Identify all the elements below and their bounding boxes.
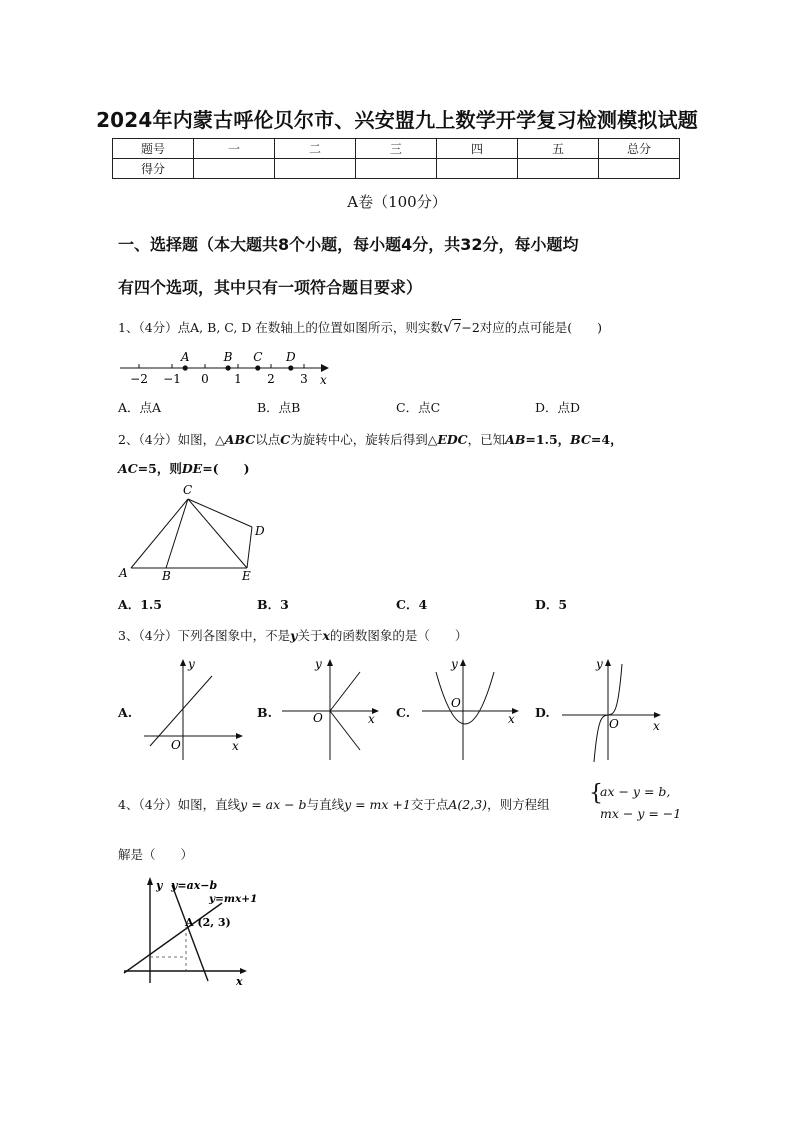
origin-label: O <box>313 711 323 725</box>
y-axis-arrow <box>327 659 333 666</box>
number-line-arrow <box>321 364 329 372</box>
number-line-point-d <box>288 365 293 370</box>
q2-text: 为旋转中心，旋转后得到 <box>290 432 428 447</box>
x-label: x <box>508 712 515 726</box>
score-table-header-row <box>113 139 680 159</box>
q4-text: 交于点 <box>410 797 449 812</box>
section1-heading-line1: 一、选择题（本大题共8个小题，每小题4分，共32分，每小题均 <box>118 235 579 254</box>
q1-option-d[interactable]: D．点D <box>535 400 581 415</box>
q2-text: ，已知 <box>467 432 506 447</box>
point-c-label: C <box>183 483 193 497</box>
point-e-label: E <box>242 569 251 583</box>
segment-de <box>247 527 252 568</box>
q2-option-a[interactable]: A．1.5 <box>118 597 162 612</box>
y-label: y <box>315 657 322 671</box>
q2-text: 以点 <box>255 432 281 447</box>
point-a-label: A <box>119 566 128 580</box>
point-d-label: D <box>255 524 265 538</box>
q4-point: A(2,3) <box>448 797 488 812</box>
line-mx-plus-1 <box>124 903 222 973</box>
score-cell <box>194 159 275 179</box>
origin-label: O <box>609 717 619 731</box>
score-table-header-cell: 题号 <box>113 139 194 159</box>
line2-label: y=mx+1 <box>209 893 258 905</box>
q3-option-d-label[interactable]: D. <box>535 705 550 720</box>
q4-line1-eq: y = ax − b <box>240 797 307 812</box>
q2-center: C <box>280 432 291 447</box>
number-line-ticks <box>130 364 308 386</box>
q2-text: 2、（4分）如图， <box>118 432 216 447</box>
q2-triangle-abc: △ABC <box>215 432 256 447</box>
score-table-header-cell: 一 <box>194 139 275 159</box>
q4-text: 4、（4分）如图，直线 <box>118 797 241 812</box>
score-cell <box>356 159 437 179</box>
q2-ac-value: =5，则 <box>137 461 182 476</box>
q1-option-c[interactable]: C．点C <box>396 400 441 415</box>
q4-system-brace: { <box>589 781 603 806</box>
number-line-point-label: D <box>285 350 296 364</box>
number-line-point-b <box>226 365 231 370</box>
y-label: y <box>596 657 603 671</box>
q3-text: 关于 <box>297 628 323 643</box>
number-line-tick-label: 1 <box>234 372 242 386</box>
line-ax-minus-b <box>172 885 208 981</box>
question-4-line1 <box>118 795 550 813</box>
q2-option-d[interactable]: D．5 <box>535 597 568 612</box>
number-line-point-a <box>183 365 188 370</box>
score-cell <box>599 159 680 179</box>
y-axis-arrow <box>460 659 466 666</box>
origin-label: O <box>171 738 181 752</box>
x-label: x <box>232 739 239 753</box>
q2-ac: AC <box>118 461 138 476</box>
score-table <box>112 138 680 179</box>
q3-option-b-label[interactable]: B. <box>257 705 272 720</box>
q3-text: 3、（4分）下列各图象中，不是 <box>118 628 291 643</box>
number-line-tick-label: 2 <box>267 372 275 386</box>
y-label: y <box>156 879 163 892</box>
q4-line2-eq: y = mx +1 <box>344 797 411 812</box>
score-table-header-cell: 总分 <box>599 139 680 159</box>
q3-var-y: y <box>290 628 298 643</box>
q2-option-c[interactable]: C．4 <box>396 597 428 612</box>
q4-eq1: ax − y = b, <box>600 784 671 799</box>
number-line-point-label: C <box>253 350 263 364</box>
point-a-label: A (2, 3) <box>185 916 231 929</box>
q4-eq2: mx − y = −1 <box>600 806 682 821</box>
q2-de-value: =( ) <box>202 461 250 476</box>
question-1-text <box>118 318 602 336</box>
x-axis-arrow <box>654 712 661 718</box>
x-axis-arrow <box>240 968 247 974</box>
graph-parabola <box>436 672 494 724</box>
score-cell <box>518 159 599 179</box>
q4-text: ，则方程组 <box>487 797 550 812</box>
segment-bc <box>166 499 188 568</box>
y-axis-arrow <box>180 659 186 666</box>
score-table-header-cell: 四 <box>437 139 518 159</box>
q4-text: 与直线 <box>306 797 345 812</box>
number-line-tick-label: −2 <box>130 372 148 386</box>
line1-label: y=ax−b <box>171 879 218 892</box>
q3-option-a-label[interactable]: A. <box>118 705 133 720</box>
q2-bc: BC <box>570 432 591 447</box>
point-b-label: B <box>162 569 171 583</box>
question-2-line1 <box>118 430 623 448</box>
x-label: x <box>236 975 243 985</box>
y-axis-arrow <box>605 659 611 666</box>
score-table-header-cell: 三 <box>356 139 437 159</box>
q3-text: 的函数图象的是（ ） <box>329 628 468 643</box>
q2-ab-value: =1.5， <box>525 432 571 447</box>
q3-graph-c[interactable] <box>418 656 526 764</box>
q3-option-c-label[interactable]: C. <box>396 705 411 720</box>
q3-graph-a[interactable] <box>140 656 248 764</box>
score-table-score-row <box>113 159 680 179</box>
question-2-line2 <box>118 459 250 477</box>
segment-cd <box>188 499 252 527</box>
q2-option-b[interactable]: B．3 <box>257 597 289 612</box>
graph-ray-up <box>330 672 360 711</box>
q2-triangle-figure <box>116 482 276 586</box>
origin-label: O <box>451 696 461 710</box>
score-table-header-cell: 五 <box>518 139 599 159</box>
q1-option-a[interactable]: A．点A <box>118 400 162 415</box>
graph-ray-down <box>330 711 360 750</box>
x-label: x <box>653 719 660 733</box>
question-4-line2: 解是（ ） <box>118 847 194 862</box>
y-label: y <box>188 657 195 671</box>
q1-minus: −2 <box>461 320 480 335</box>
q3-var-x: x <box>322 628 330 643</box>
number-line-point-label: A <box>180 350 190 364</box>
x-label: x <box>368 712 375 726</box>
q1-option-b[interactable]: B．点B <box>257 400 301 415</box>
q2-bc-value: =4， <box>590 432 623 447</box>
section1-heading-line2: 有四个选项，其中只有一项符合题目要求） <box>118 278 423 297</box>
number-line-tick-label: 0 <box>201 372 209 386</box>
q2-triangle-edc: △EDC <box>427 432 468 447</box>
q1-sqrt: √7−2 <box>442 318 480 336</box>
exam-title: 2024年内蒙古呼伦贝尔市、兴安盟九上数学开学复习检测模拟试题 <box>96 108 698 132</box>
number-line-tick-label: −1 <box>163 372 181 386</box>
number-line-point-label: B <box>223 350 233 364</box>
segment-ac <box>131 499 188 568</box>
number-line-tick-label: 3 <box>300 372 308 386</box>
score-row-label: 得分 <box>113 159 194 179</box>
q1-radicand: 7 <box>453 320 462 335</box>
segment-ce <box>188 499 247 568</box>
q3-graph-b[interactable] <box>278 656 386 764</box>
section-a-heading: A卷（100分） <box>347 193 447 211</box>
y-label: y <box>451 657 458 671</box>
q2-de: DE <box>181 461 203 476</box>
question-3-text <box>118 626 467 644</box>
number-line-point-c <box>255 365 260 370</box>
q2-ab: AB <box>505 432 526 447</box>
q1-prefix: 1、（4分）点A, B, C, D 在数轴上的位置如图所示，则实数 <box>118 320 443 335</box>
q4-figure <box>120 873 260 985</box>
q3-graph-d[interactable] <box>558 656 666 764</box>
number-line-axis-label: x <box>320 373 327 387</box>
score-table-header-cell: 二 <box>275 139 356 159</box>
q1-suffix: 对应的点可能是( ) <box>479 320 603 335</box>
y-axis-arrow <box>147 877 153 885</box>
score-cell <box>437 159 518 179</box>
q1-number-line <box>116 342 336 388</box>
score-cell <box>275 159 356 179</box>
